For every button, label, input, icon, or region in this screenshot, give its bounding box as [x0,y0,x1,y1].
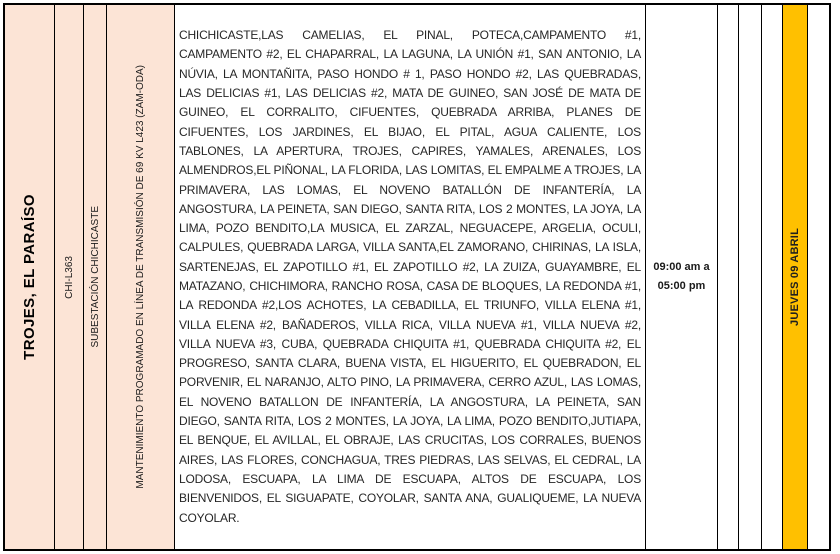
outage-schedule-row [3,3,831,551]
circuit-code-label: CHI-L363 [63,255,75,299]
empty-cell-3 [762,5,783,549]
date-cell [783,5,808,549]
circuit-code-cell [55,5,84,549]
time-to: 05:00 pm [657,280,706,292]
work-description-cell [107,5,175,549]
time-from: 09:00 am a [653,261,710,273]
substation-label: SUBESTACIÓN CHICHICASTE [89,206,101,348]
region-label: TROJES, EL PARAÍSO [21,194,38,360]
empty-cell-1 [718,5,739,549]
substation-cell [84,5,107,549]
date-label: JUEVES 09 ABRIL [789,228,801,326]
empty-cell-2 [739,5,762,549]
time-window [653,258,709,296]
affected-places-text: CHICHICASTE,LAS CAMELIAS, EL PINAL, POTECA,CAMPAMENTO #1, CAMPAMENTO #2, EL CHAPARRAL, LA LAGUNA, LA UNIÓN #1, SAN ANTONIO, LA NÚVIA, LA MONTAÑITA, PASO HONDO # 1, PASO HONDO #2, LAS QUEBRADAS, LAS DELICIAS #1, LAS DELICIAS #2, MATA DE GUINEO, SAN JOSÉ DE MATA DE GUINEO, EL CORRALITO, CIFUENTES, QUEBRADA ARRIBA, PLANES DE CIFUENTES, LOS JARDINES, EL BIJAO, EL PITAL, AGUA CALIENTE, LOS TABLONES, LA APERTURA, TROJES, CAPIRES, YAMALES, ARENALES, LOS ALMENDROS,EL PIÑONAL, LA FLORIDA, LAS LOMITAS, EL EMPALME A TROJES, LA PRIMAVERA, LAS LOMAS, EL NOVENO BATALLÓN DE INFANTERÍA, LA ANGOSTURA, LA PEINETA, SAN DIEGO, SANTA RITA, LOS 2 MONTES, LA JOYA, LA LIMA, POZO BENDITO,LA MUSICA, EL ZARZAL, NEGUACEPE, ARGELIA, OCULI, CALPULES, QUEBRADA LARGA, VILLA SANTA,EL ZAMORANO, CHIRINAS, LA ISLA, SARTENEJAS, EL ZAPOTILLO #1, EL ZAPOTILLO #2, LA ZUIZA, GUAYAMBRE, EL MATAZANO, CHICHIMORA, RANCHO ROSA, CASA DE BLOQUES, LA REDONDA #1, LA REDONDA #2,LOS ACHOTES, LA CEBADILLA, EL TRIUNFO, VILLA ELENA #1, VILLA ELENA #2, BAÑADEROS, VILLA RICA, VILLA NUEVA #1, VILLA NUEVA #2, VILLA NUEVA #3, CUBA, QUEBRADA CHIQUITA #1, QUEBRADA CHIQUITA #2, EL PROGRESO, SANTA CLARA, BUENA VISTA, EL HIGUERITO, EL QUEBRADON, EL PORVENIR, EL NARANJO, ALTO PINO, LA PRIMAVERA, CERRO AZUL, LAS LOMAS, EL NOVENO BATALLON DE INFANTERÍA, LA ANGOSTURA, LA PEINETA, SAN DIEGO, SANTA RITA, LOS 2 MONTES, LA JOYA, LA LIMA, POZO BENDITO,JUTIAPA, EL BENQUE, EL AVILLAL, EL OBRAJE, LAS CRUCITAS, LOS CORRALES, BUENOS AIRES, LAS FLORES, CONCHAGUA, TRES PIEDRAS, LAS SELVAS, EL CEDRAL, LA LODOSA, ESCUAPA, LA LIMA DE ESCUAPA, ALTOS DE ESCUAPA, LOS BIENVENIDOS, EL SIGUAPATE, COYOLAR, SANTA ANA, GUALIQUEME, LA NUEVA COYOLAR. [179,28,641,525]
empty-cell-4 [808,5,829,549]
time-window-cell [646,5,718,549]
affected-places-cell [175,5,646,549]
work-description-label: MANTENIMIENTO PROGRAMADO EN LÍNEA DE TRANSMISIÓN DE 69 KV L423 (ZAM-ODA) [135,65,146,489]
region-cell [5,5,55,549]
